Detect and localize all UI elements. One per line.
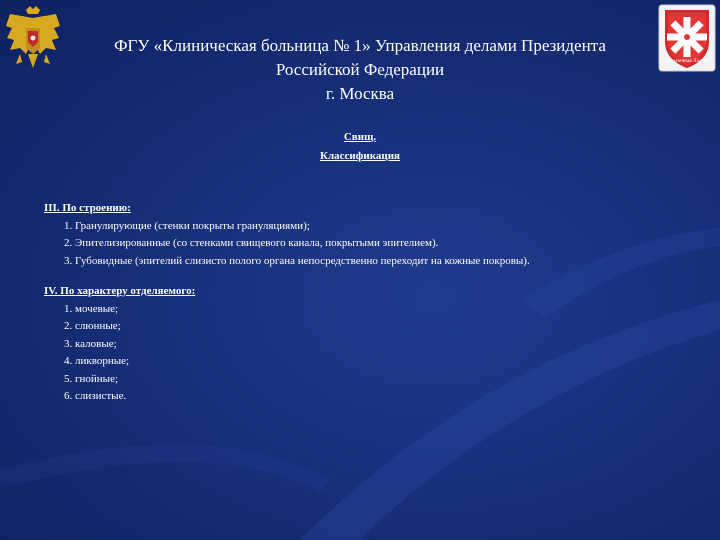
hospital-cross-emblem-icon — [658, 4, 716, 72]
list-item: 2. Эпителизированные (со стенками свищевого канала, покрытыми эпителием). — [64, 237, 439, 249]
section-heading: IV. По характеру отделяемого: — [44, 285, 196, 297]
list-item: 1. мочевые; — [64, 302, 119, 315]
slide-subtitle — [200, 128, 520, 166]
list-item: 2. слюнные; — [64, 320, 121, 332]
section-structure — [44, 200, 704, 270]
list-item: 4. ликворные; — [64, 355, 130, 367]
subtitle-line-1: Свищ. — [343, 131, 377, 143]
emblem-caption: Больничная Ладога — [665, 58, 709, 64]
list-item: 3. Губовидные (эпителий слизисто полого органа непосредственно переходит на кожные покровы). — [64, 254, 530, 267]
list-item: 5. гнойные; — [64, 372, 119, 385]
list-item: 6. слизистые. — [64, 390, 127, 402]
section-heading: III. По строению: — [44, 202, 131, 214]
section-discharge — [44, 283, 704, 406]
list-item: 1. Гранулирующие (стенки покрыты грануляциями); — [64, 219, 310, 232]
list-item: 3. каловые; — [64, 337, 117, 350]
coat-of-arms-icon — [4, 4, 62, 72]
header-line-2: Российской Федерации — [275, 60, 445, 79]
header-line-1: ФГУ «Клиническая больница № 1» Управления делами Президента — [114, 36, 606, 55]
subtitle-line-2: Классификация — [320, 150, 400, 162]
header-line-3: г. Москва — [325, 84, 395, 103]
page-header — [80, 34, 640, 106]
